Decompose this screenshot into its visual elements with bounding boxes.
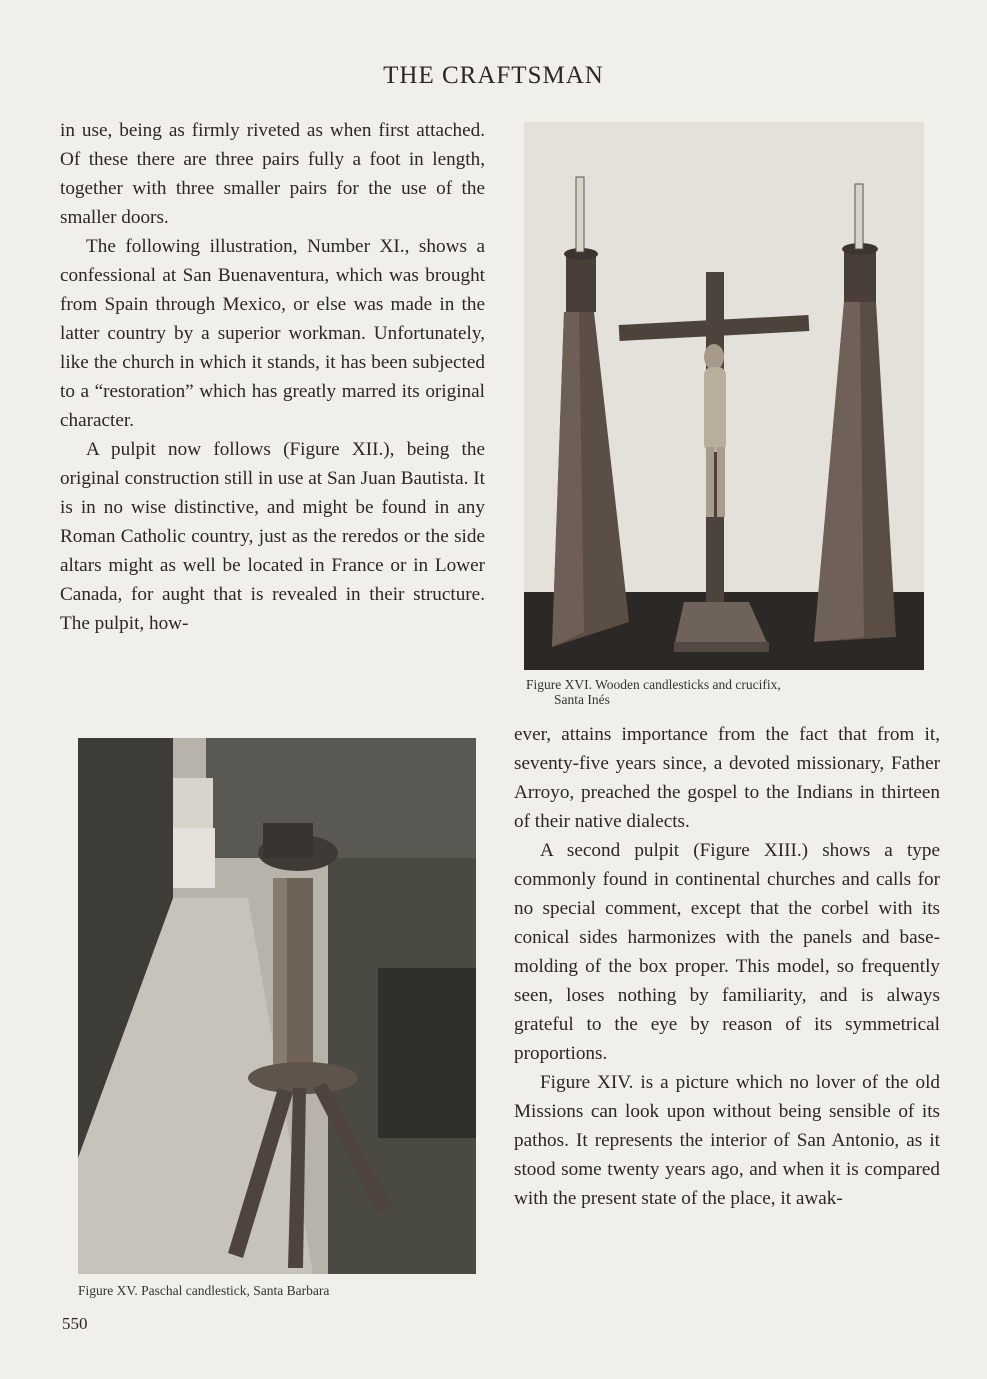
candlesticks-crucifix-illustration bbox=[524, 122, 924, 670]
left-text-column bbox=[60, 116, 485, 638]
figure-xv-photo bbox=[78, 738, 476, 1274]
paragraph: Figure XIV. is a picture which no lover of the old Missions can look upon without being sensible of its pathos. It represents the interior of San Antonio, as it stood some twenty years ago, and when it is compared with the present state of the place, it awak- bbox=[514, 1072, 940, 1209]
running-header: THE CRAFTSMAN bbox=[383, 62, 604, 89]
paragraph: ever, attains importance from the fact that from it, seventy-five years since, a devoted missionary, Father Arroyo, preached the gospel to the Indians in thirteen of their native dialects. bbox=[514, 724, 940, 832]
figure-xv-caption: Figure XV. Paschal candlestick, Santa Barbara bbox=[78, 1283, 330, 1298]
paragraph: in use, being as firmly riveted as when first attached. Of these there are three pairs fully a foot in length, together with three smaller pairs for the use of the smaller doors. bbox=[60, 120, 485, 228]
caption-line: Figure XVI. Wooden candlesticks and crucifix, bbox=[526, 677, 781, 692]
paragraph: The following illustration, Number XI., shows a confessional at San Buenaventura, which was brought from Spain through Mexico, or else was made in the latter country by a superior workman. Unfortunately, like the church in which it stands, it has been subjected to a “restoration” which has greatly marred its original character. bbox=[60, 236, 485, 431]
figure-xvi-caption bbox=[526, 677, 926, 707]
figure-xvi-photo bbox=[524, 122, 924, 670]
right-text-column bbox=[514, 720, 940, 1213]
caption-line: Santa Inés bbox=[554, 692, 610, 707]
paragraph: A second pulpit (Figure XIII.) shows a type commonly found in continental churches and calls for no special comment, except that the corbel with its conical sides harmonizes with the panels and base-molding of the box proper. This model, so frequently seen, loses nothing by familiarity, and is always grateful to the eye by reason of its symmetrical proportions. bbox=[514, 840, 940, 1064]
paragraph: A pulpit now follows (Figure XII.), being the original construction still in use at San Juan Bautista. It is in no wise distinctive, and might be found in any Roman Catholic country, just as the reredos or the side altars might as well be located in France or in Lower Canada, for aught that is revealed in their structure. The pulpit, how- bbox=[60, 439, 485, 634]
page-number: 550 bbox=[62, 1314, 88, 1333]
paschal-candlestick-illustration bbox=[78, 738, 476, 1274]
